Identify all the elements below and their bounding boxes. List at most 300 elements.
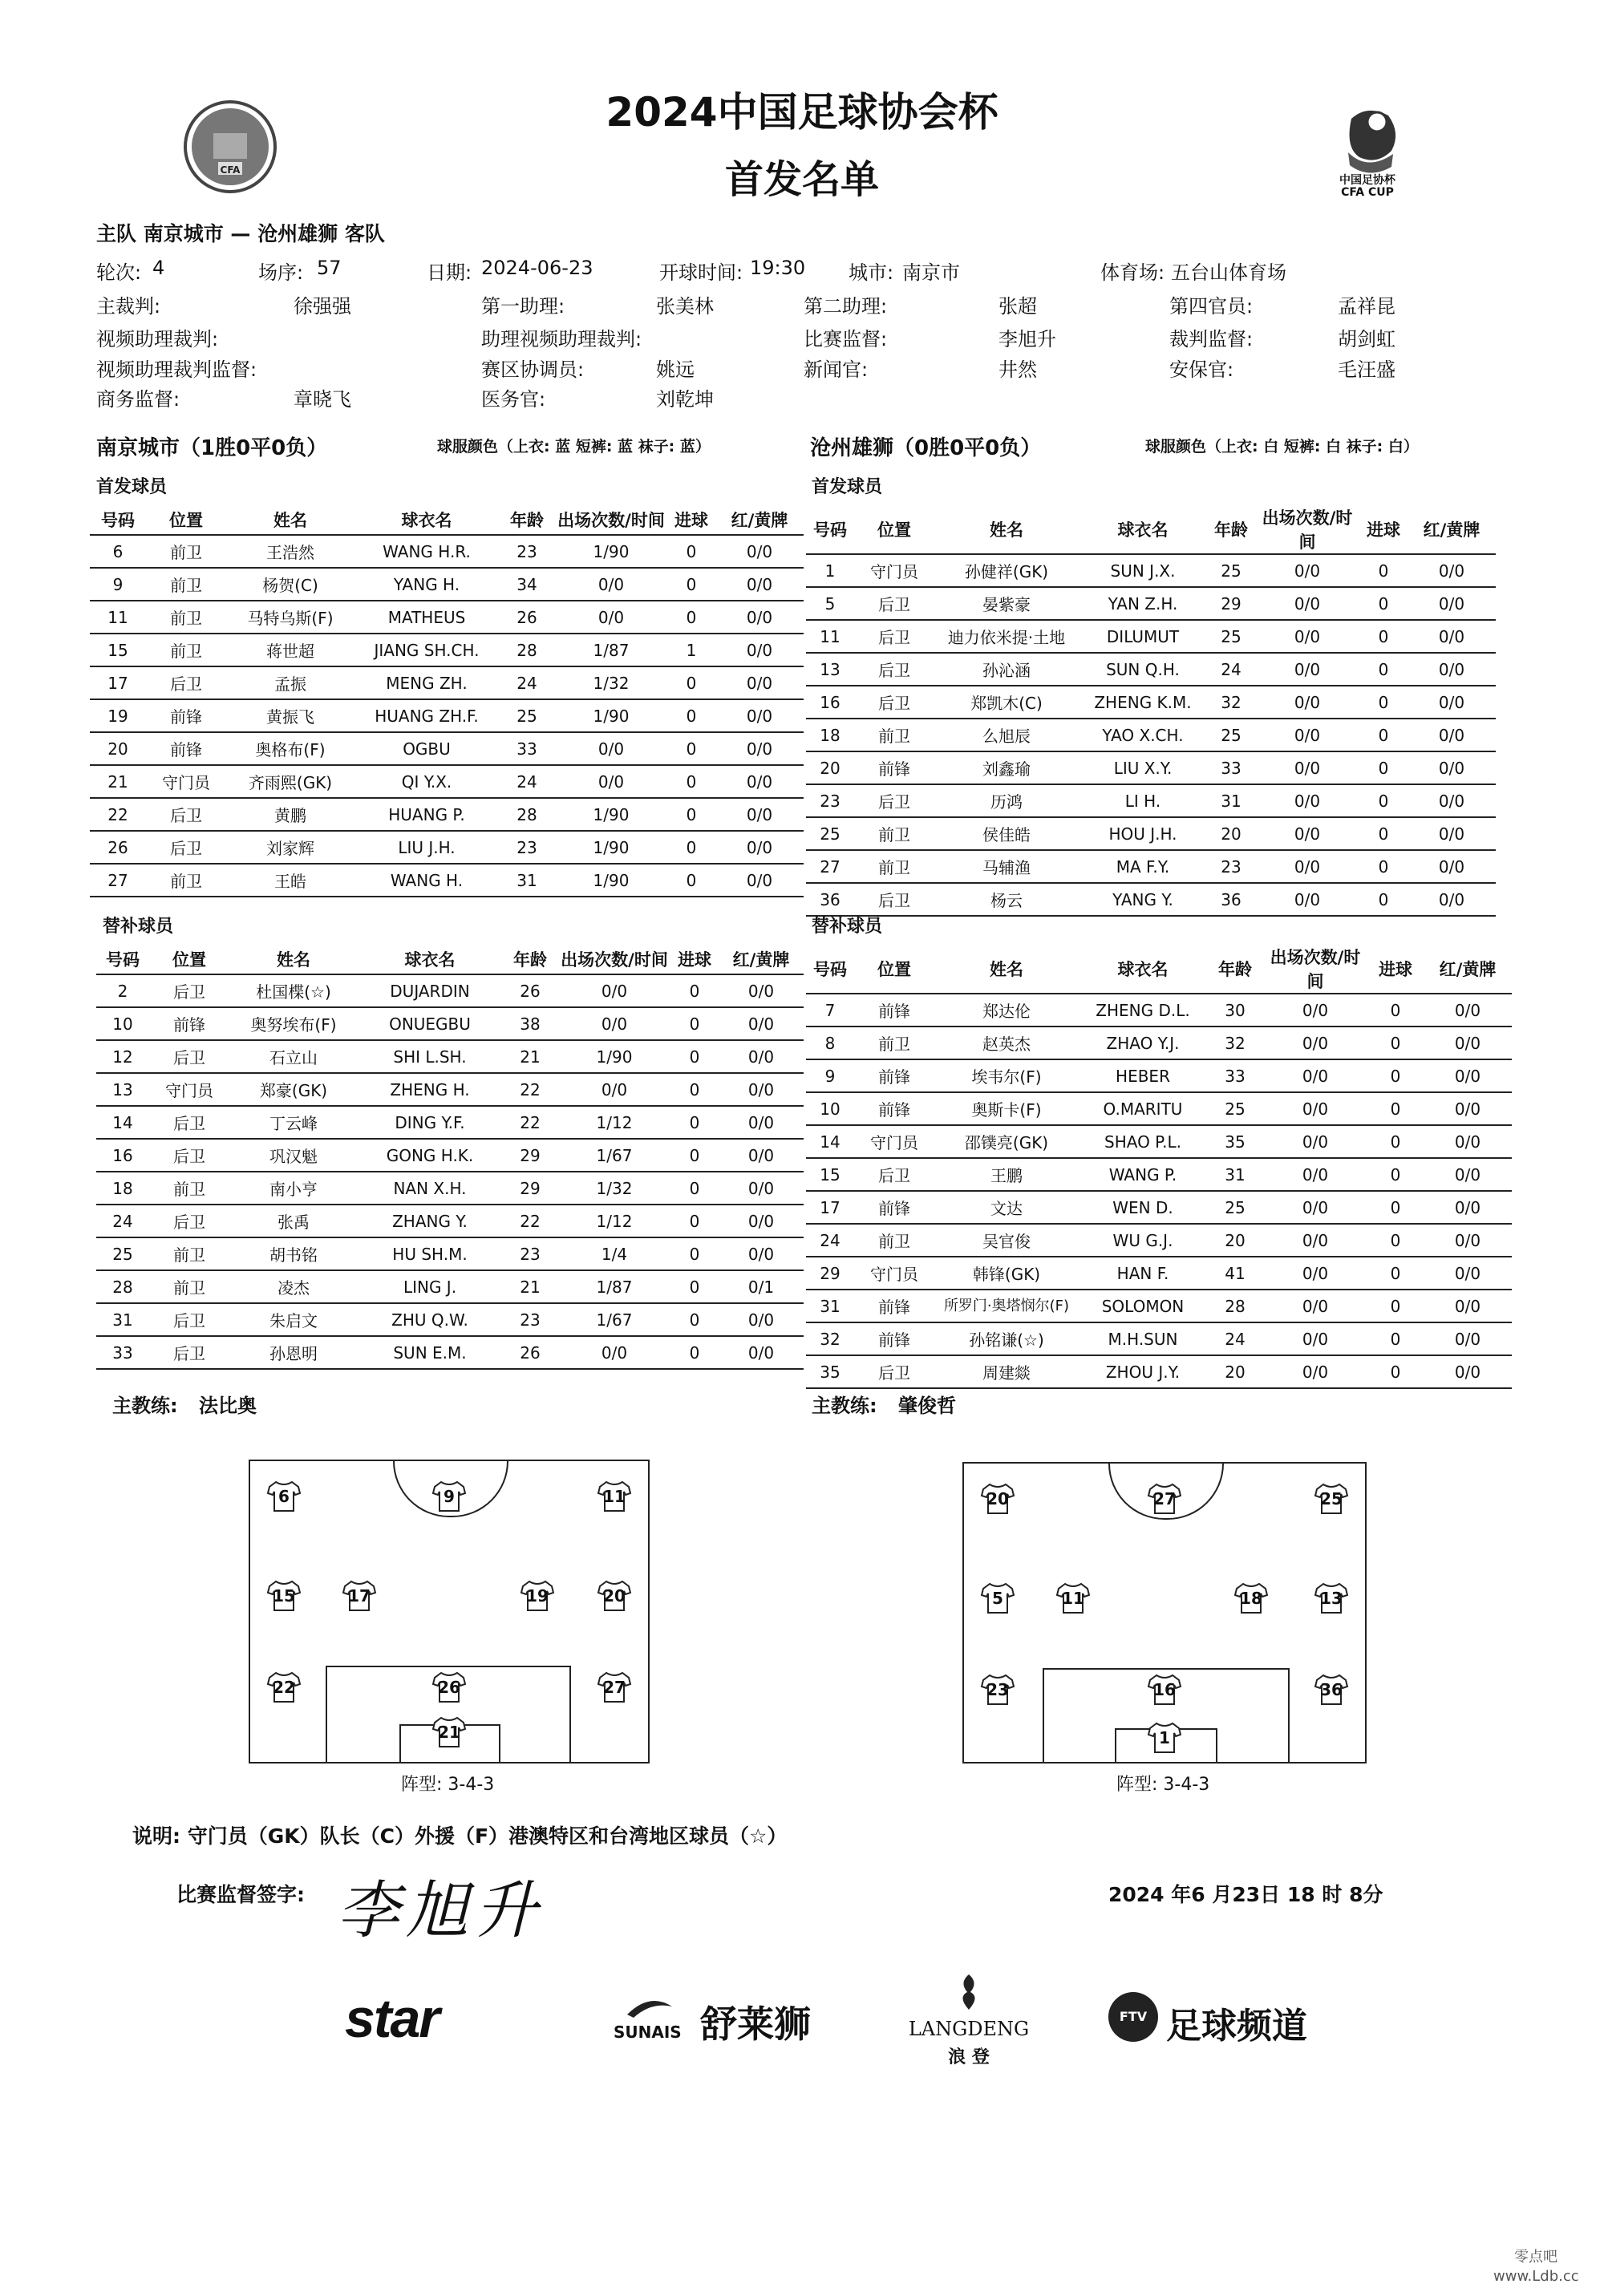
column-header: 球衣名 [1079, 505, 1207, 554]
table-cell: 17 [806, 1191, 854, 1224]
table-cell: 23 [1207, 850, 1255, 883]
table-row [806, 1224, 1512, 1257]
table-cell: 1/90 [558, 1040, 670, 1073]
table-cell: 后卫 [146, 831, 226, 864]
table-cell: 31 [806, 1290, 854, 1322]
table-cell: 36 [806, 883, 854, 916]
table-cell: 24 [1207, 1322, 1263, 1355]
table-cell: 黄鹏 [226, 798, 354, 831]
table-cell: 0/0 [719, 1336, 804, 1369]
table-cell: NAN X.H. [358, 1172, 502, 1205]
player-jersey-icon [520, 1580, 555, 1612]
table-cell: 后卫 [149, 1336, 229, 1369]
official-label: 比赛监督: [804, 328, 888, 350]
away-coach-name: 肇俊哲 [898, 1395, 956, 1417]
table-cell: 杨贺(C) [226, 568, 354, 601]
table-header-row [806, 505, 1496, 554]
table-cell: 1/90 [555, 699, 667, 732]
table-cell: DILUMUT [1079, 620, 1207, 653]
table-cell: 孙铭谦(☆) [934, 1322, 1079, 1355]
table-cell: YAN Z.H. [1079, 587, 1207, 620]
table-cell: 10 [96, 1007, 149, 1040]
column-header: 号码 [806, 945, 854, 994]
table-cell: 迪力依米提·土地 [934, 620, 1079, 653]
table-cell: 22 [502, 1106, 558, 1139]
table-cell: 后卫 [149, 974, 229, 1007]
table-cell: 0/0 [1255, 850, 1359, 883]
table-cell: 前卫 [149, 1237, 229, 1270]
table-cell: 前锋 [854, 751, 934, 784]
table-cell: 王鹏 [934, 1158, 1079, 1191]
player-jersey-number: 23 [986, 1680, 1009, 1699]
langdeng-emblem-icon [953, 1973, 985, 2013]
table-cell: 27 [90, 864, 146, 897]
table-row [96, 1336, 804, 1369]
table-cell: 后卫 [146, 798, 226, 831]
table-cell: 守门员 [854, 554, 934, 587]
table-cell: 41 [1207, 1257, 1263, 1290]
table-row [806, 1158, 1512, 1191]
table-cell: OGBU [354, 732, 499, 765]
table-cell: ZHU Q.W. [358, 1303, 502, 1336]
official-label: 视频助理裁判: [96, 328, 219, 350]
official-label: 助理视频助理裁判: [481, 328, 642, 350]
table-cell: 0/0 [719, 1205, 804, 1237]
player-jersey-icon [980, 1483, 1015, 1515]
table-cell: 0/0 [1263, 1125, 1367, 1158]
player-jersey-icon [1147, 1483, 1182, 1515]
table-row [806, 554, 1496, 587]
table-cell: 33 [1207, 751, 1255, 784]
home-kit-colors: 球服颜色（上衣: 蓝 短裤: 蓝 袜子: 蓝） [437, 438, 711, 456]
table-cell: HAN F. [1079, 1257, 1207, 1290]
table-cell: 守门员 [854, 1257, 934, 1290]
table-row [90, 699, 804, 732]
official-name: 孟祥昆 [1338, 295, 1395, 318]
official-label: 新闻官: [804, 358, 869, 381]
table-cell: 0/0 [1263, 994, 1367, 1027]
sunais-cn-text: 舒莱狮 [700, 2002, 811, 2046]
table-cell: 0 [667, 568, 715, 601]
cfa-logo-text: CFA [220, 164, 241, 176]
table-cell: 0/0 [715, 864, 804, 897]
table-cell: 1/67 [558, 1139, 670, 1172]
table-cell: 0/0 [1263, 1158, 1367, 1191]
table-cell: 埃韦尔(F) [934, 1059, 1079, 1092]
table-cell: 22 [90, 798, 146, 831]
table-cell: 29 [502, 1139, 558, 1172]
player-jersey-number: 22 [273, 1678, 295, 1697]
official-name: 张超 [998, 295, 1037, 318]
table-cell: 0/0 [719, 1073, 804, 1106]
table-cell: 11 [90, 601, 146, 634]
column-header: 红/黄牌 [715, 505, 804, 535]
table-cell: 20 [1207, 1355, 1263, 1388]
column-header: 球衣名 [354, 505, 499, 535]
player-jersey-icon [266, 1480, 302, 1512]
table-cell: 34 [499, 568, 555, 601]
table-cell: JIANG SH.CH. [354, 634, 499, 666]
table-row [96, 1106, 804, 1139]
table-cell: SHAO P.L. [1079, 1125, 1207, 1158]
table-cell: 0/0 [715, 798, 804, 831]
table-cell: 郑达伦 [934, 994, 1079, 1027]
player-jersey-icon [1314, 1483, 1349, 1515]
round-label: 轮次: [96, 261, 142, 284]
table-row [806, 1290, 1512, 1322]
table-cell: 0/0 [1408, 653, 1496, 686]
table-header-row [806, 945, 1512, 994]
official-name: 徐强强 [294, 295, 351, 318]
table-cell: 5 [806, 587, 854, 620]
table-cell: 刘鑫瑜 [934, 751, 1079, 784]
table-row [96, 1040, 804, 1073]
table-cell: 0/0 [719, 1172, 804, 1205]
table-row [90, 798, 804, 831]
column-header: 位置 [854, 505, 934, 554]
player-jersey-icon [1314, 1582, 1349, 1614]
table-cell: WANG H. [354, 864, 499, 897]
table-cell: 1/87 [558, 1270, 670, 1303]
table-row [96, 1172, 804, 1205]
table-cell: 赵英杰 [934, 1027, 1079, 1059]
table-cell: 27 [806, 850, 854, 883]
table-cell: 0/0 [715, 732, 804, 765]
table-cell: 0 [670, 1336, 719, 1369]
table-cell: 后卫 [854, 883, 934, 916]
city-label: 城市: [849, 261, 894, 284]
table-cell: 前锋 [854, 1191, 934, 1224]
column-header: 位置 [149, 945, 229, 974]
table-cell: ZHENG D.L. [1079, 994, 1207, 1027]
column-header: 红/黄牌 [1408, 505, 1496, 554]
table-row [96, 1007, 804, 1040]
table-cell: 前锋 [854, 1059, 934, 1092]
table-cell: 刘家辉 [226, 831, 354, 864]
player-jersey-number: 11 [1062, 1589, 1084, 1608]
table-cell: 0/0 [1424, 1125, 1512, 1158]
table-row [806, 751, 1496, 784]
table-cell: 0/0 [1424, 1158, 1512, 1191]
player-jersey-icon [431, 1480, 467, 1512]
table-cell: 13 [806, 653, 854, 686]
table-cell: M.H.SUN [1079, 1322, 1207, 1355]
table-cell: 0/0 [719, 1007, 804, 1040]
column-header: 号码 [96, 945, 149, 974]
table-cell: 25 [499, 699, 555, 732]
table-cell: 韩锋(GK) [934, 1257, 1079, 1290]
table-cell: LIU X.Y. [1079, 751, 1207, 784]
table-row [806, 587, 1496, 620]
table-cell: 0 [1367, 994, 1424, 1027]
table-cell: 31 [96, 1303, 149, 1336]
table-cell: 0 [1367, 1257, 1424, 1290]
table-cell: 32 [1207, 686, 1255, 719]
table-cell: 王皓 [226, 864, 354, 897]
table-cell: 31 [499, 864, 555, 897]
column-header: 红/黄牌 [719, 945, 804, 974]
table-cell: 0/0 [1263, 1322, 1367, 1355]
table-cell: 18 [806, 719, 854, 751]
away-team-record: 沧州雄狮（0胜0平0负） [810, 436, 1042, 460]
table-cell: 丁云峰 [229, 1106, 358, 1139]
table-cell: 前锋 [854, 994, 934, 1027]
table-cell: 0/0 [715, 535, 804, 568]
table-cell: 0/0 [1424, 1257, 1512, 1290]
player-jersey-icon [266, 1580, 302, 1612]
table-cell: 0 [670, 1040, 719, 1073]
player-jersey-icon [980, 1582, 1015, 1614]
table-cell: 1/4 [558, 1237, 670, 1270]
official-label: 第一助理: [481, 295, 565, 318]
table-cell: 后卫 [854, 784, 934, 817]
table-cell: 前卫 [149, 1172, 229, 1205]
table-cell: 1/87 [555, 634, 667, 666]
venue-value: 五台山体育场 [1171, 261, 1286, 284]
cfa-cup-text-cn: 中国足协杯 [1339, 174, 1395, 187]
table-cell: 0/0 [715, 765, 804, 798]
table-cell: 0 [667, 601, 715, 634]
player-jersey-number: 21 [438, 1723, 460, 1742]
sunais-en-text: SUNAIS [614, 2023, 682, 2042]
table-cell: 前锋 [854, 1092, 934, 1125]
table-cell: 26 [499, 601, 555, 634]
table-cell: 前锋 [146, 699, 226, 732]
official-label: 第四官员: [1169, 295, 1254, 318]
table-cell: 后卫 [149, 1106, 229, 1139]
supervisor-signature-label: 比赛监督签字: [176, 1883, 305, 1906]
table-cell: 23 [499, 831, 555, 864]
player-jersey-icon [597, 1580, 632, 1612]
table-cell: 14 [96, 1106, 149, 1139]
table-cell: 奥努埃布(F) [229, 1007, 358, 1040]
venue-label: 体育场: [1100, 261, 1165, 284]
player-jersey-number: 16 [1153, 1680, 1176, 1699]
official-name: 刘乾坤 [656, 388, 714, 411]
table-row [96, 1139, 804, 1172]
table-cell: 0 [667, 699, 715, 732]
player-jersey-number: 20 [603, 1586, 626, 1606]
table-cell: 前锋 [149, 1007, 229, 1040]
kickoff-value: 19:30 [750, 257, 806, 279]
away-starters-heading: 首发球员 [812, 477, 883, 497]
home-formation-label: 阵型: 3-4-3 [401, 1775, 495, 1795]
table-cell: DUJARDIN [358, 974, 502, 1007]
table-cell: 7 [806, 994, 854, 1027]
table-cell: 0 [667, 798, 715, 831]
table-cell: 1/90 [555, 864, 667, 897]
table-cell: 28 [499, 798, 555, 831]
table-cell: 9 [90, 568, 146, 601]
table-cell: 后卫 [854, 686, 934, 719]
table-cell: 后卫 [149, 1303, 229, 1336]
table-cell: 前锋 [854, 1290, 934, 1322]
table-cell: 0/0 [1424, 1322, 1512, 1355]
table-cell: 33 [1207, 1059, 1263, 1092]
table-cell: 30 [1207, 994, 1263, 1027]
table-cell: MENG ZH. [354, 666, 499, 699]
table-cell: SUN E.M. [358, 1336, 502, 1369]
table-cell: 0 [1367, 1322, 1424, 1355]
table-cell: 0/0 [1255, 554, 1359, 587]
table-cell: ONUEGBU [358, 1007, 502, 1040]
table-cell: SOLOMON [1079, 1290, 1207, 1322]
table-cell: 0/0 [719, 1040, 804, 1073]
table-cell: 25 [1207, 719, 1255, 751]
column-header: 号码 [806, 505, 854, 554]
official-name: 井然 [998, 358, 1037, 381]
table-cell: 24 [806, 1224, 854, 1257]
table-cell: MA F.Y. [1079, 850, 1207, 883]
table-cell: 28 [499, 634, 555, 666]
table-cell: 0/0 [715, 831, 804, 864]
table-cell: 0 [1367, 1092, 1424, 1125]
table-row [90, 666, 804, 699]
document-title: 2024中国足球协会杯 [606, 89, 998, 136]
supervisor-signature: 李旭升 [337, 1875, 545, 1947]
table-row [96, 1303, 804, 1336]
table-cell: 蒋世超 [226, 634, 354, 666]
table-cell: 9 [806, 1059, 854, 1092]
table-cell: 后卫 [149, 1205, 229, 1237]
table-cell: 0/0 [558, 1007, 670, 1040]
table-cell: GONG H.K. [358, 1139, 502, 1172]
column-header: 号码 [90, 505, 146, 535]
sunais-wing-icon [626, 1995, 674, 2019]
table-row [806, 1322, 1512, 1355]
table-cell: 奥格布(F) [226, 732, 354, 765]
table-row [806, 1355, 1512, 1388]
table-cell: 王浩然 [226, 535, 354, 568]
table-cell: 前锋 [854, 1322, 934, 1355]
table-cell: 0 [667, 535, 715, 568]
table-cell: 33 [96, 1336, 149, 1369]
table-cell: 所罗门·奥塔悯尔(F) [934, 1290, 1079, 1322]
table-cell: 0/0 [715, 699, 804, 732]
langdeng-cn-text: 浪 登 [948, 2047, 990, 2067]
away-formation-pitch [962, 1462, 1367, 1764]
table-cell: 0/0 [1263, 1290, 1367, 1322]
player-jersey-icon [431, 1716, 467, 1748]
table-cell: 0/0 [715, 601, 804, 634]
player-jersey-number: 13 [1320, 1589, 1343, 1608]
table-cell: 26 [90, 831, 146, 864]
table-cell: 朱启文 [229, 1303, 358, 1336]
table-row [806, 850, 1496, 883]
table-cell: ZHENG K.M. [1079, 686, 1207, 719]
column-header: 进球 [667, 505, 715, 535]
official-label: 主裁判: [96, 295, 161, 318]
table-cell: 0/0 [719, 1303, 804, 1336]
player-jersey-number: 1 [1159, 1728, 1170, 1747]
table-cell: YAO X.CH. [1079, 719, 1207, 751]
player-jersey-number: 11 [603, 1487, 626, 1506]
table-row [806, 1092, 1512, 1125]
player-jersey-number: 6 [278, 1487, 290, 1506]
away-formation-label: 阵型: 3-4-3 [1116, 1775, 1210, 1795]
player-jersey-icon [342, 1580, 377, 1612]
home-starters-heading: 首发球员 [96, 477, 168, 497]
table-header-row [96, 945, 804, 974]
table-cell: 杨云 [934, 883, 1079, 916]
player-jersey-number: 15 [273, 1586, 295, 1606]
official-name: 李旭升 [998, 328, 1056, 350]
table-cell: HUANG ZH.F. [354, 699, 499, 732]
table-row [90, 864, 804, 897]
table-cell: 0/0 [1255, 620, 1359, 653]
table-cell: 25 [1207, 1191, 1263, 1224]
table-cell: 0 [1367, 1224, 1424, 1257]
table-cell: 20 [1207, 1224, 1263, 1257]
table-cell: 0/0 [719, 1139, 804, 1172]
table-cell: 0/0 [1263, 1092, 1367, 1125]
table-cell: 后卫 [854, 653, 934, 686]
table-cell: 0/0 [1408, 850, 1496, 883]
langdeng-sponsor-logo [897, 1973, 1041, 2069]
table-cell: 0/0 [1263, 1257, 1367, 1290]
table-row [806, 719, 1496, 751]
table-cell: 0 [1359, 784, 1408, 817]
table-row [806, 653, 1496, 686]
table-cell: 张禹 [229, 1205, 358, 1237]
table-cell: MATHEUS [354, 601, 499, 634]
document-subtitle: 首发名单 [724, 157, 879, 202]
table-cell: 0 [1359, 653, 1408, 686]
sunais-sponsor-logo [614, 1995, 830, 2046]
table-cell: 0/0 [555, 568, 667, 601]
table-cell: 24 [96, 1205, 149, 1237]
table-cell: 0 [670, 1073, 719, 1106]
table-cell: 16 [96, 1139, 149, 1172]
column-header: 进球 [1367, 945, 1424, 994]
column-header: 年龄 [1207, 505, 1255, 554]
table-cell: 守门员 [854, 1125, 934, 1158]
table-cell: 0 [1367, 1059, 1424, 1092]
table-cell: 0/0 [1255, 883, 1359, 916]
table-cell: 28 [96, 1270, 149, 1303]
table-cell: 2 [96, 974, 149, 1007]
table-cell: 前卫 [146, 601, 226, 634]
official-name: 姚远 [656, 358, 695, 381]
table-cell: 0/0 [719, 974, 804, 1007]
table-cell: 胡书铭 [229, 1237, 358, 1270]
table-row [806, 784, 1496, 817]
table-row [806, 994, 1512, 1027]
player-jersey-number: 9 [444, 1487, 455, 1506]
table-cell: 21 [502, 1270, 558, 1303]
table-cell: 0/0 [558, 974, 670, 1007]
table-cell: 邵镤亮(GK) [934, 1125, 1079, 1158]
table-cell: 0 [1367, 1125, 1424, 1158]
table-cell: 0/0 [1408, 751, 1496, 784]
table-cell: 23 [502, 1237, 558, 1270]
player-jersey-number: 20 [986, 1489, 1009, 1508]
player-jersey-icon [1314, 1674, 1349, 1706]
table-cell: 0/0 [1255, 653, 1359, 686]
table-cell: 0/0 [1263, 1027, 1367, 1059]
table-cell: 0 [670, 1270, 719, 1303]
table-cell: 前锋 [146, 732, 226, 765]
table-cell: 文达 [934, 1191, 1079, 1224]
table-cell: 0 [667, 864, 715, 897]
table-cell: 0/0 [1255, 817, 1359, 850]
table-cell: HOU J.H. [1079, 817, 1207, 850]
table-cell: 20 [1207, 817, 1255, 850]
player-jersey-number: 19 [526, 1586, 549, 1606]
player-jersey-icon [980, 1674, 1015, 1706]
table-row [806, 1125, 1512, 1158]
official-label: 医务官: [481, 388, 546, 411]
